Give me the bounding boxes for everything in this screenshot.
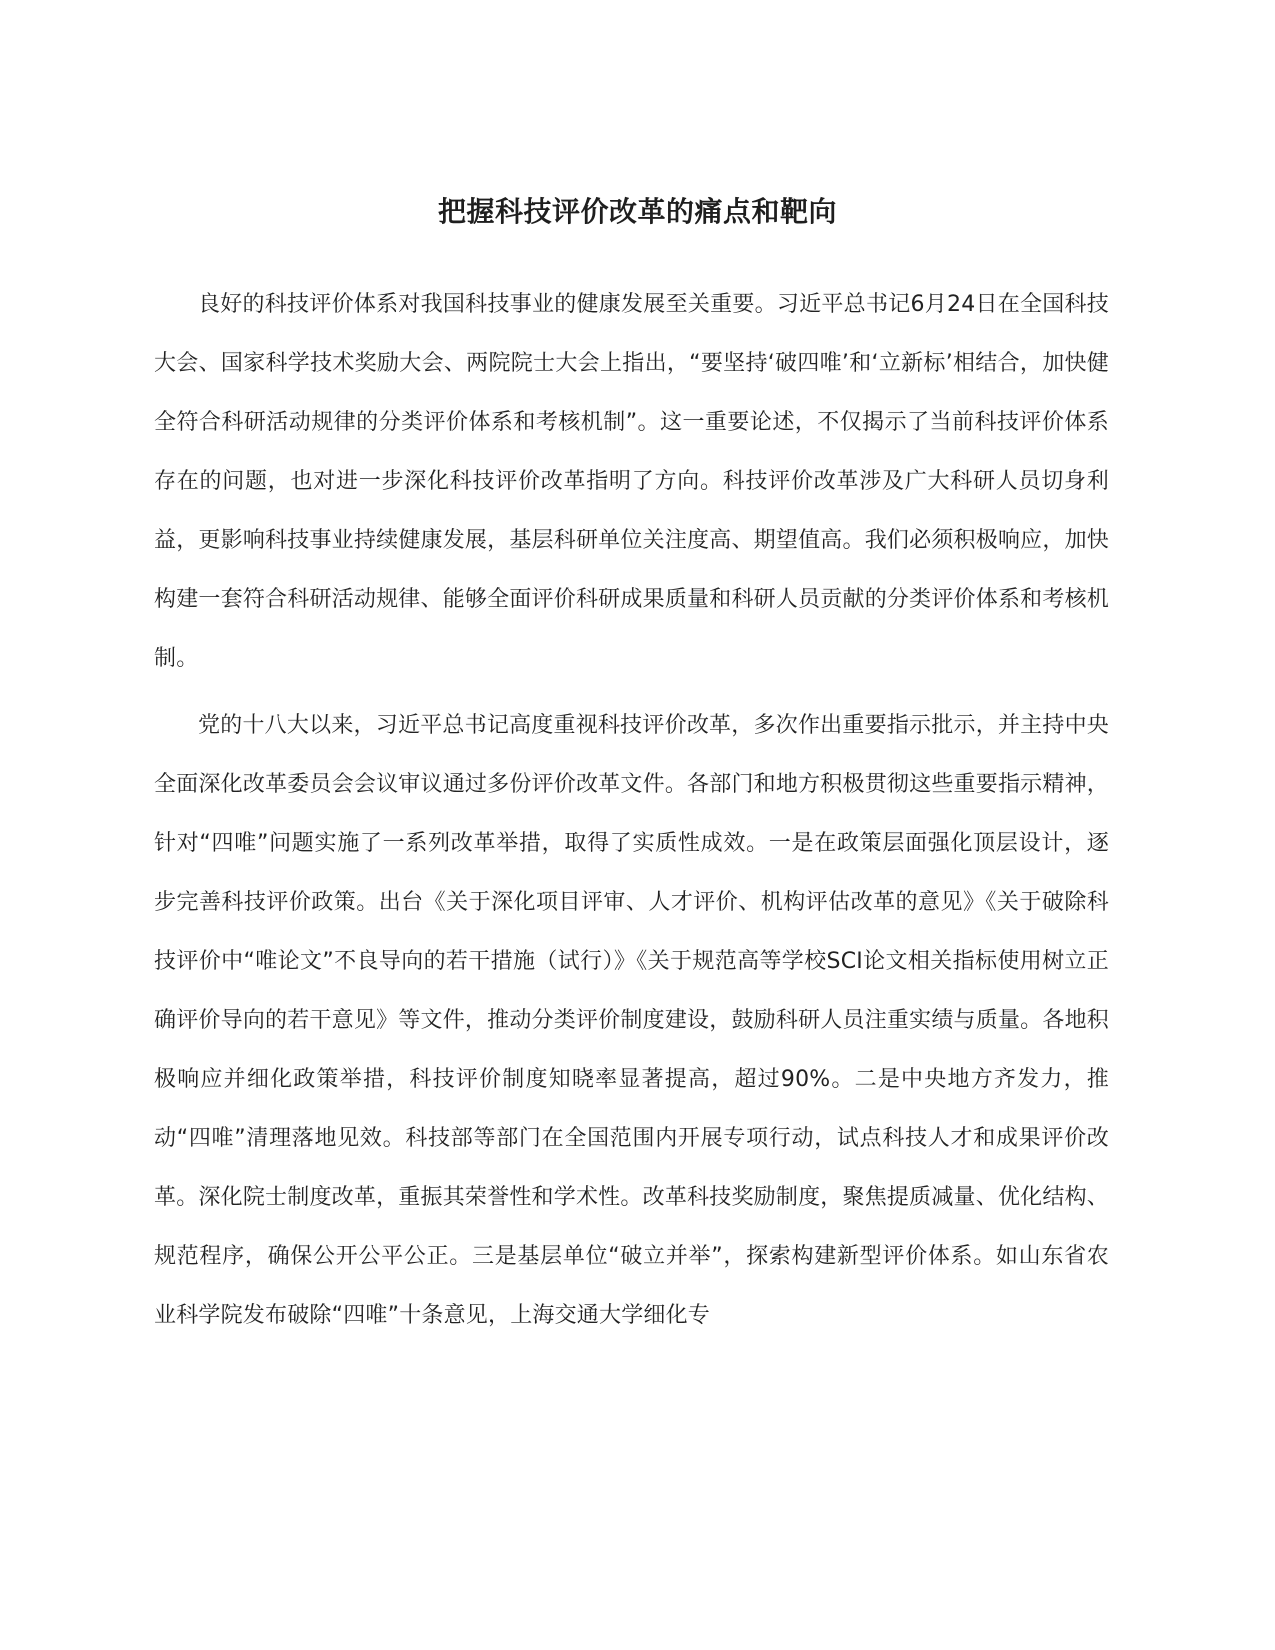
paragraph-1: 良好的科技评价体系对我国科技事业的健康发展至关重要。习近平总书记6月24日在全国科技大会、国家科学技术奖励大会、两院院士大会上指出，“要坚持‘破四唯’和‘立新标’相结合，加快健全符合科研活动规律的分类评价体系和考核机制”。这一重要论述，不仅揭示了当前科技评价体系存在的问题，也对进一步深化科技评价改革指明了方向。科技评价改革涉及广大科研人员切身利益，更影响科技事业持续健康发展，基层科研单位关注度高、期望值高。我们必须积极响应，加快构建一套符合科研活动规律、能够全面评价科研成果质量和科研人员贡献的分类评价体系和考核机制。	[154, 292, 1109, 671]
paragraph-2: 党的十八大以来，习近平总书记高度重视科技评价改革，多次作出重要指示批示，并主持中央全面深化改革委员会会议审议通过多份评价改革文件。各部门和地方积极贯彻这些重要指示精神，针对“四唯”问题实施了一系列改革举措，取得了实质性成效。一是在政策层面强化顶层设计，逐步完善科技评价政策。出台《关于深化项目评审、人才评价、机构评估改革的意见》《关于破除科技评价中“唯论文”不良导向的若干措施（试行）》《关于规范高等学校SCI论文相关指标使用树立正确评价导向的若干意见》等文件，推动分类评价制度建设，鼓励科研人员注重实绩与质量。各地积极响应并细化政策举措，科技评价制度知晓率显著提高，超过90%。二是中央地方齐发力，推动“四唯”清理落地见效。科技部等部门在全国范围内开展专项行动，试点科技人才和成果评价改革。深化院士制度改革，重振其荣誉性和学术性。改革科技奖励制度，聚焦提质减量、优化结构、规范程序，确保公开公平公正。三是基层单位“破立并举”，探索构建新型评价体系。如山东省农业科学院发布破除“四唯”十条意见，上海交通大学细化专	[154, 713, 1109, 1328]
document-body	[154, 275, 1109, 1353]
document-title: 把握科技评价改革的痛点和靶向	[437, 195, 837, 228]
